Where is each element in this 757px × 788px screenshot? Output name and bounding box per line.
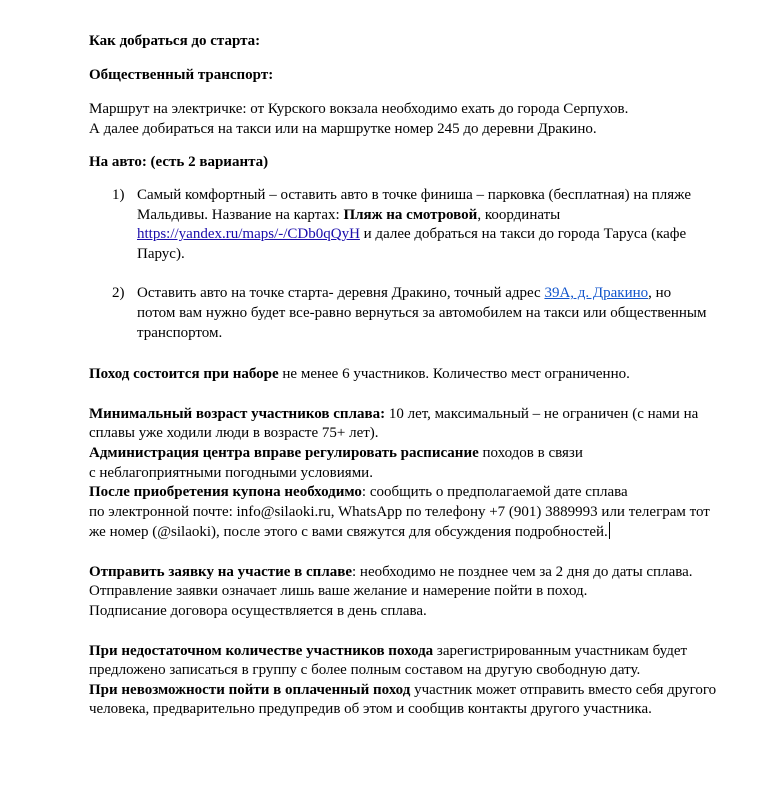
- min-age: Минимальный возраст участников сплава: 10 лет, максимальный – не ограничен (с нами на сплавы уже ходили люди в возрасте 75+ лет).: [89, 405, 699, 442]
- cannot-go: При невозможности пойти в оплаченный поход участник может отправить вместо себя другого человека, предварительно предупредив об этом и сообщив контакты другого участника.: [89, 681, 717, 718]
- list-number: 1): [112, 186, 125, 203]
- car-title: На авто: (есть 2 варианта): [89, 154, 269, 171]
- car-options-list: [89, 186, 729, 343]
- public-transport-title: Общественный транспорт:: [89, 66, 274, 83]
- public-transport-line1: Маршрут на электричке: от Курского вокзала необходимо ехать до города Серпухов.: [89, 101, 629, 118]
- place-name: Пляж на смотровой: [343, 206, 478, 223]
- insufficient-participants: При недостаточном количестве участников похода зарегистрированным участникам будет предложено записаться в группу с более полным составом на другую свободную дату.: [89, 642, 688, 679]
- car-option-1: 1) Самый комфортный – оставить авто в точке финиша – парковка (бесплатная) на пляже Мальдивы. Название на картах: Пляж на смотровой, координаты https://yandex.ru/maps/-/CDb0qQyH и далее добраться на такси до города Таруса (кафе Парус).: [112, 186, 692, 262]
- address-link[interactable]: 39А, д. Дракино: [544, 285, 649, 302]
- yandex-map-link[interactable]: https://yandex.ru/maps/-/CDb0qQyH: [137, 226, 360, 243]
- after-purchase: После приобретения купона необходимо: сообщить о предполагаемой дате сплава по электронной почте: info@silaoki.ru, WhatsApp по телефону +7 (901) 3889993 или телеграм тот же номер (@silaoki), после этого с вами свяжутся для обсуждения подробностей.: [89, 484, 710, 541]
- public-transport-line2: А далее добираться на такси или на маршрутке номер 245 до деревни Дракино.: [89, 120, 597, 137]
- public-transport-text: [89, 100, 729, 139]
- hike-condition: Поход состоится при наборе не менее 6 участников. Количество мест ограниченно.: [89, 366, 630, 383]
- text-cursor: [609, 522, 610, 539]
- document-page: [89, 32, 729, 720]
- heading: Как добраться до старта:: [89, 33, 261, 49]
- apply-request: Отправить заявку на участие в сплаве: необходимо не позднее чем за 2 дня до даты сплава. Отправление заявки означает лишь ваше желание и намерение пойти в поход. Подписание договора осуществляется в день сплава.: [89, 563, 693, 620]
- car-option-2: 2) Оставить авто на точке старта- деревня Дракино, точный адрес 39А, д. Дракино, но потом вам нужно будет все-равно вернуться за автомобилем на такси или общественным транспортом.: [112, 285, 707, 341]
- list-number: 2): [112, 285, 125, 302]
- admin-schedule: Администрация центра вправе регулировать расписание походов в связи с неблагоприятными погодными условиями.: [89, 444, 583, 481]
